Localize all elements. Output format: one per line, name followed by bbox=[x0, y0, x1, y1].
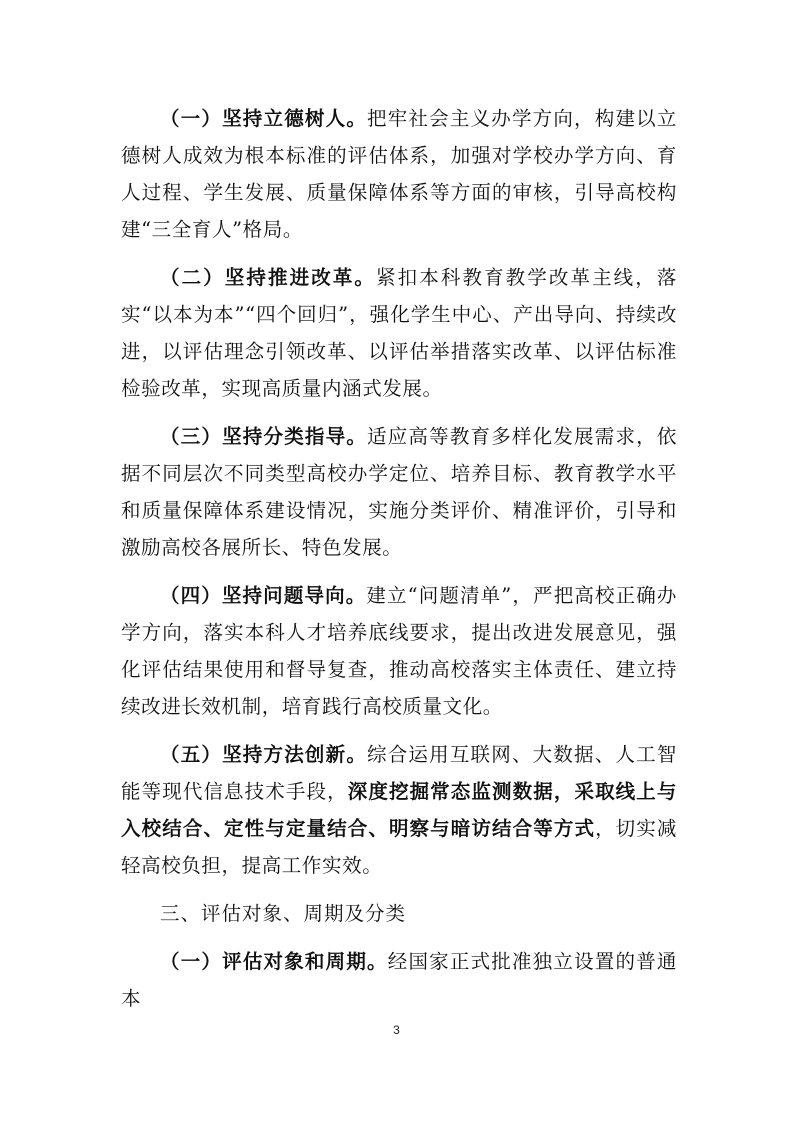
paragraph-5-text-b: ，切实减轻高校负担，提高工作实效。 bbox=[121, 817, 677, 877]
paragraph-3-text: 适应高等教育多样化发展需求，依据不同层次不同类型高校办学定位、培养目标、教育教学水平和质量保障体系建设情况，实施分类评价、精准评价，引导和激励高校各展所长、特色发展。 bbox=[121, 425, 677, 559]
paragraph-4-lead: （四）坚持问题导向。 bbox=[160, 584, 367, 607]
paragraph-5-lead: （五）坚持方法创新。 bbox=[160, 743, 368, 766]
paragraph-6-lead: （一）评估对象和周期。 bbox=[160, 950, 388, 973]
paragraph-5 bbox=[121, 736, 677, 884]
paragraph-2-lead: （二）坚持推进改革。 bbox=[160, 266, 377, 289]
paragraph-4 bbox=[121, 577, 677, 725]
paragraph-4-text: 建立“问题清单”，严把高校正确办学方向，落实本科人才培养底线要求，提出改进发展意见，强化评估结果使用和督导复查，推动高校落实主体责任、建立持续改进长效机制，培育践行高校质量文化。 bbox=[121, 584, 677, 718]
paragraph-2-text: 紧扣本科教育教学改革主线，落实“以本为本”“四个回归”，强化学生中心、产出导向、持续改进，以评估理念引领改革、以评估举措落实改革、以评估标准检验改革，实现高质量内涵式发展。 bbox=[121, 266, 677, 400]
paragraph-1-text: 把牢社会主义办学方向，构建以立德树人成效为根本标准的评估体系，加强对学校办学方向、育人过程、学生发展、质量保障体系等方面的审核，引导高校构建“三全育人”格局。 bbox=[121, 107, 677, 241]
paragraph-2 bbox=[121, 259, 677, 407]
section-heading: 三、评估对象、周期及分类 bbox=[160, 902, 407, 925]
paragraph-5-text-bold: 深度挖掘常态监测数据，采取线上与入校结合、定性与定量结合、明察与暗访结合等方式 bbox=[121, 780, 677, 840]
paragraph-1-lead: （一）坚持立德树人。 bbox=[160, 107, 368, 130]
paragraph-6 bbox=[121, 943, 677, 1017]
page-number: 3 bbox=[393, 1023, 400, 1037]
paragraph-3 bbox=[121, 418, 677, 566]
document-body bbox=[121, 100, 677, 1028]
paragraph-1 bbox=[121, 100, 677, 248]
paragraph-3-lead: （三）坚持分类指导。 bbox=[160, 425, 368, 448]
paragraph-5-text-a: 综合运用互联网、大数据、人工智能等现代信息技术手段， bbox=[121, 743, 677, 803]
paragraph-6-text: 经国家正式批准独立设置的普通本 bbox=[121, 950, 677, 1010]
